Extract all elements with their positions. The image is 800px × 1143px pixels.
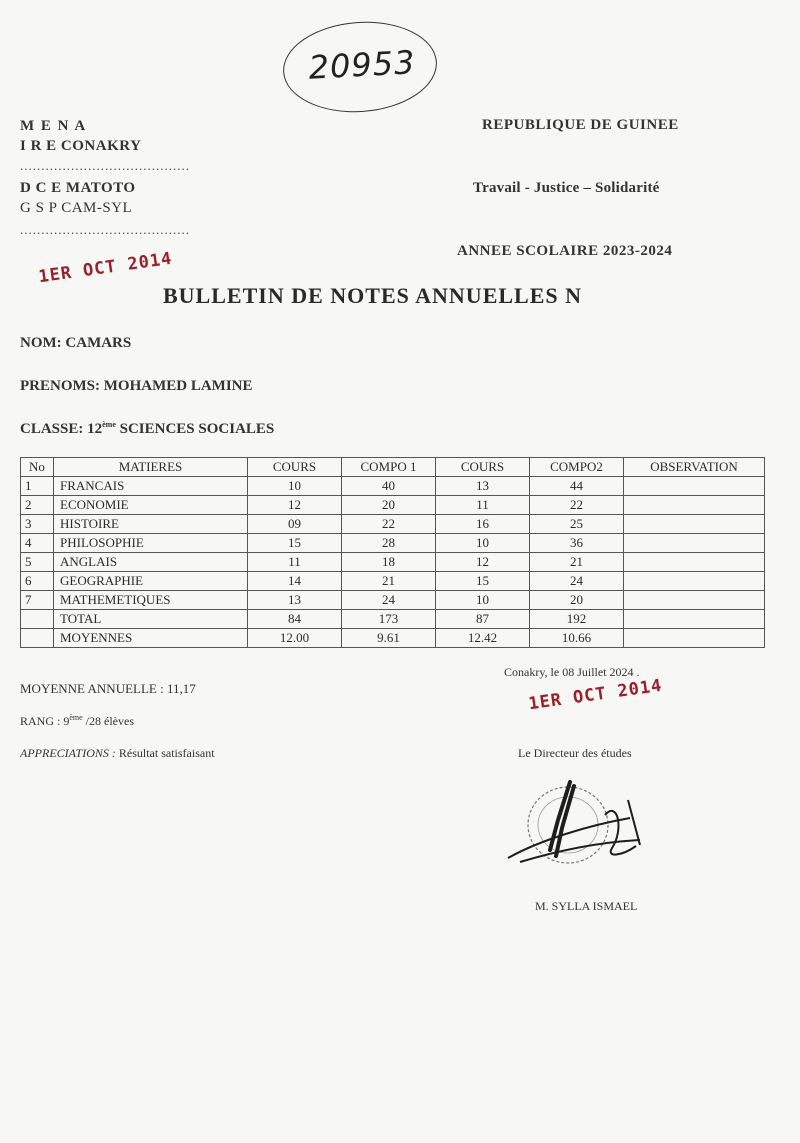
grade-cell: 12 — [436, 553, 530, 572]
grade-cell: 10 — [436, 591, 530, 610]
subject-name: FRANCAIS — [54, 477, 248, 496]
table-row — [21, 515, 765, 534]
col-header: COMPO 1 — [342, 458, 436, 477]
subject-name: ECONOMIE — [54, 496, 248, 515]
table-row — [21, 610, 765, 629]
header-school-year: ANNEE SCOLAIRE 2023-2024 — [457, 243, 673, 259]
grade-cell: 173 — [342, 610, 436, 629]
signature-seal-icon — [500, 770, 660, 890]
grade-cell: 28 — [342, 534, 436, 553]
row-number — [21, 610, 54, 629]
observation-cell — [624, 477, 765, 496]
grade-cell: 09 — [248, 515, 342, 534]
date-stamp-bottom: 1ER OCT 2014 — [527, 675, 664, 715]
rank-suffix: /28 élèves — [82, 714, 134, 728]
grade-cell: 20 — [530, 591, 624, 610]
annual-average: MOYENNE ANNUELLE : 11,17 — [20, 681, 196, 696]
grade-cell: 22 — [342, 515, 436, 534]
row-number: 5 — [21, 553, 54, 572]
row-number: 2 — [21, 496, 54, 515]
row-number: 6 — [21, 572, 54, 591]
grade-cell: 9.61 — [342, 629, 436, 648]
header-ire: I R E CONAKRY — [20, 138, 142, 154]
grade-cell: 10 — [248, 477, 342, 496]
table-row — [21, 629, 765, 648]
grade-cell: 16 — [436, 515, 530, 534]
table-row — [21, 572, 765, 591]
grade-cell: 84 — [248, 610, 342, 629]
student-classe — [20, 420, 274, 438]
col-header: MATIERES — [54, 458, 248, 477]
subject-name: HISTOIRE — [54, 515, 248, 534]
observation-cell — [624, 515, 765, 534]
col-header: COMPO2 — [530, 458, 624, 477]
rank-sup: ème — [69, 713, 83, 722]
student-prenoms — [20, 378, 253, 395]
grade-cell: 12 — [248, 496, 342, 515]
appreciations-value: Résultat satisfaisant — [115, 746, 215, 760]
col-header: OBSERVATION — [624, 458, 765, 477]
director-name: M. SYLLA ISMAEL — [535, 899, 638, 913]
place-date: Conakry, le 08 Juillet 2024 . — [504, 665, 640, 679]
date-stamp-top: 1ER OCT 2014 — [37, 248, 174, 288]
grades-table — [20, 457, 765, 648]
nom-value: CAMARS — [65, 335, 132, 351]
grade-cell: 11 — [436, 496, 530, 515]
grade-cell: 25 — [530, 515, 624, 534]
observation-cell — [624, 629, 765, 648]
observation-cell — [624, 496, 765, 515]
grade-cell: 21 — [530, 553, 624, 572]
grade-cell: 12.42 — [436, 629, 530, 648]
row-number: 4 — [21, 534, 54, 553]
student-nom — [20, 335, 131, 352]
header-ministry: M E N A — [20, 118, 87, 134]
row-number: 1 — [21, 477, 54, 496]
grade-cell: 44 — [530, 477, 624, 496]
classe-name: SCIENCES SOCIALES — [119, 421, 275, 437]
table-row — [21, 553, 765, 572]
observation-cell — [624, 534, 765, 553]
subject-name: GEOGRAPHIE — [54, 572, 248, 591]
grade-cell: 192 — [530, 610, 624, 629]
observation-cell — [624, 553, 765, 572]
subject-name: MOYENNES — [54, 629, 248, 648]
grade-cell: 15 — [248, 534, 342, 553]
classe-sup: ème — [102, 420, 116, 429]
header-dots-1: ........................................ — [20, 158, 190, 173]
header-school: G S P CAM-SYL — [20, 200, 133, 216]
row-number: 3 — [21, 515, 54, 534]
grade-cell: 20 — [342, 496, 436, 515]
grade-cell: 14 — [248, 572, 342, 591]
grade-cell: 10.66 — [530, 629, 624, 648]
grade-cell: 24 — [530, 572, 624, 591]
table-row — [21, 591, 765, 610]
prenoms-value: MOHAMED LAMINE — [103, 378, 253, 394]
grade-cell: 40 — [342, 477, 436, 496]
grade-cell: 87 — [436, 610, 530, 629]
header-country: REPUBLIQUE DE GUINEE — [482, 117, 679, 133]
row-number: 7 — [21, 591, 54, 610]
rank-prefix: RANG : 9 — [20, 714, 70, 728]
classe-label: CLASSE: — [20, 421, 84, 437]
grade-cell: 13 — [436, 477, 530, 496]
col-header: COURS — [436, 458, 530, 477]
header-dots-2: ........................................ — [20, 222, 190, 237]
table-header-row — [21, 458, 765, 477]
table-row — [21, 534, 765, 553]
grade-cell: 11 — [248, 553, 342, 572]
grade-cell: 10 — [436, 534, 530, 553]
col-header: No — [21, 458, 54, 477]
grade-cell: 12.00 — [248, 629, 342, 648]
appreciations-label: APPRECIATIONS : — [20, 746, 116, 760]
col-header: COURS — [248, 458, 342, 477]
rank — [20, 713, 134, 729]
subject-name: PHILOSOPHIE — [54, 534, 248, 553]
row-number — [21, 629, 54, 648]
prenoms-label: PRENOMS: — [20, 378, 100, 394]
grade-cell: 21 — [342, 572, 436, 591]
observation-cell — [624, 610, 765, 629]
page-title: BULLETIN DE NOTES ANNUELLES N — [163, 283, 583, 308]
table-row — [21, 496, 765, 515]
table-row — [21, 477, 765, 496]
grade-cell: 13 — [248, 591, 342, 610]
reference-number: 20953 — [307, 43, 417, 87]
header-dce: D C E MATOTO — [20, 180, 136, 196]
grade-cell: 36 — [530, 534, 624, 553]
appreciations — [20, 746, 215, 761]
classe-num: 12 — [87, 421, 103, 437]
grade-cell: 24 — [342, 591, 436, 610]
grade-cell: 15 — [436, 572, 530, 591]
subject-name: TOTAL — [54, 610, 248, 629]
grade-cell: 22 — [530, 496, 624, 515]
subject-name: ANGLAIS — [54, 553, 248, 572]
nom-label: NOM: — [20, 335, 62, 351]
director-role: Le Directeur des études — [518, 746, 632, 760]
grade-cell: 18 — [342, 553, 436, 572]
observation-cell — [624, 591, 765, 610]
observation-cell — [624, 572, 765, 591]
header-motto: Travail - Justice – Solidarité — [473, 180, 660, 196]
subject-name: MATHEMETIQUES — [54, 591, 248, 610]
